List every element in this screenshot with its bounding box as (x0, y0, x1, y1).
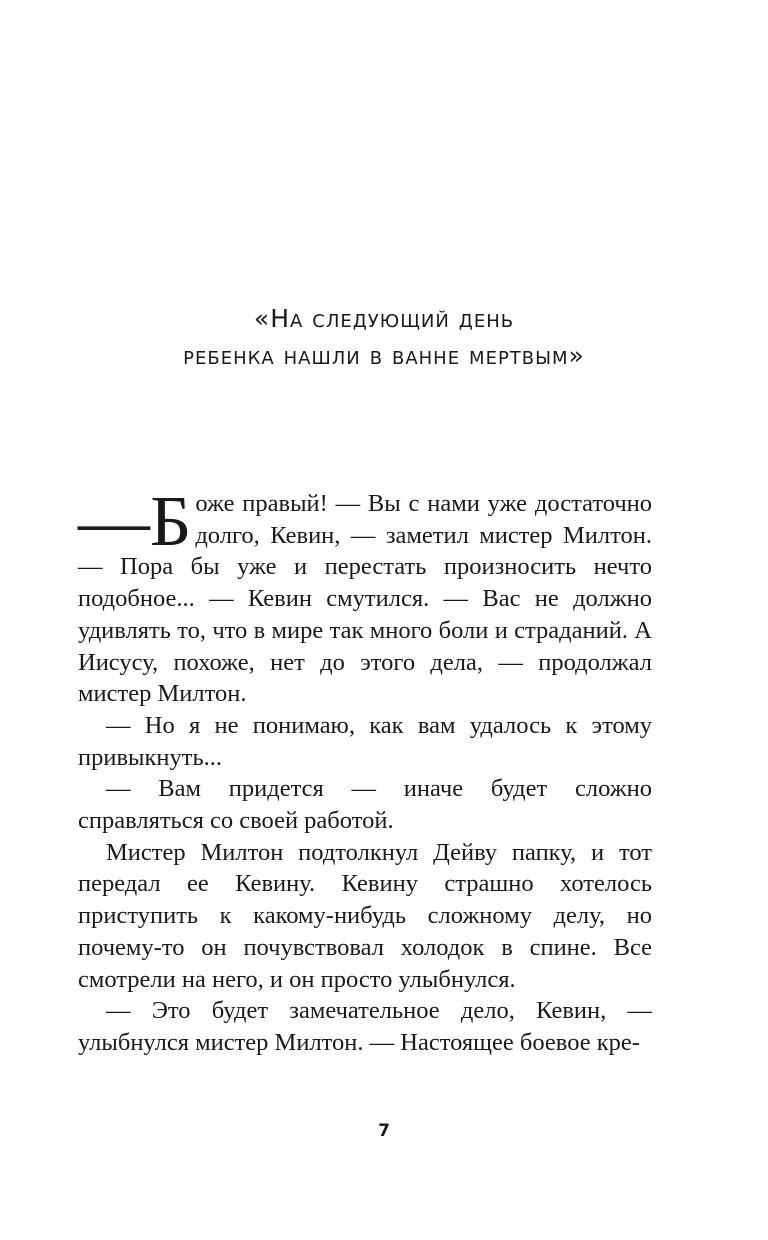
paragraph-1-text: оже правый! — Вы с нами уже достаточно долго, Кевин, — заметил мистер Милтон. — Пора бы уже и перестать произносить нечто подобное... — Кевин смутился. — Вас не должно удивлять то, что в мире так много боли и страданий. А Иисусу, похоже, нет до этого дела, — продолжал мистер Милтон. (78, 490, 652, 708)
chapter-title (0, 300, 768, 374)
paragraph-4: Мистер Милтон подтолкнул Дейву папку, и тот передал ее Кевину. Кевину страшно хотелось приступить к какому-нибудь сложному делу, но почему-то он почувствовал холодок в спине. Все смотрели на него, и он просто улыбнулся. (78, 838, 652, 993)
page-number: 7 (378, 1121, 390, 1141)
paragraph-5: — Это будет замечательное дело, Кевин, — улыбнулся мистер Милтон. — Настоящее боевое кре- (78, 997, 652, 1056)
paragraph-3: — Вам придется — иначе будет сложно справляться со своей работой. (78, 775, 652, 835)
body-text (78, 481, 652, 1059)
paragraph-1 (78, 481, 652, 710)
chapter-title-line-1: «На следующий день (253, 304, 515, 333)
drop-cap: —Б (78, 481, 192, 561)
paragraph-2: — Но я не понимаю, как вам удалось к этому привыкнуть... (78, 711, 652, 771)
chapter-title-line-2: ребенка нашли в ванне мертвым» (183, 341, 585, 370)
